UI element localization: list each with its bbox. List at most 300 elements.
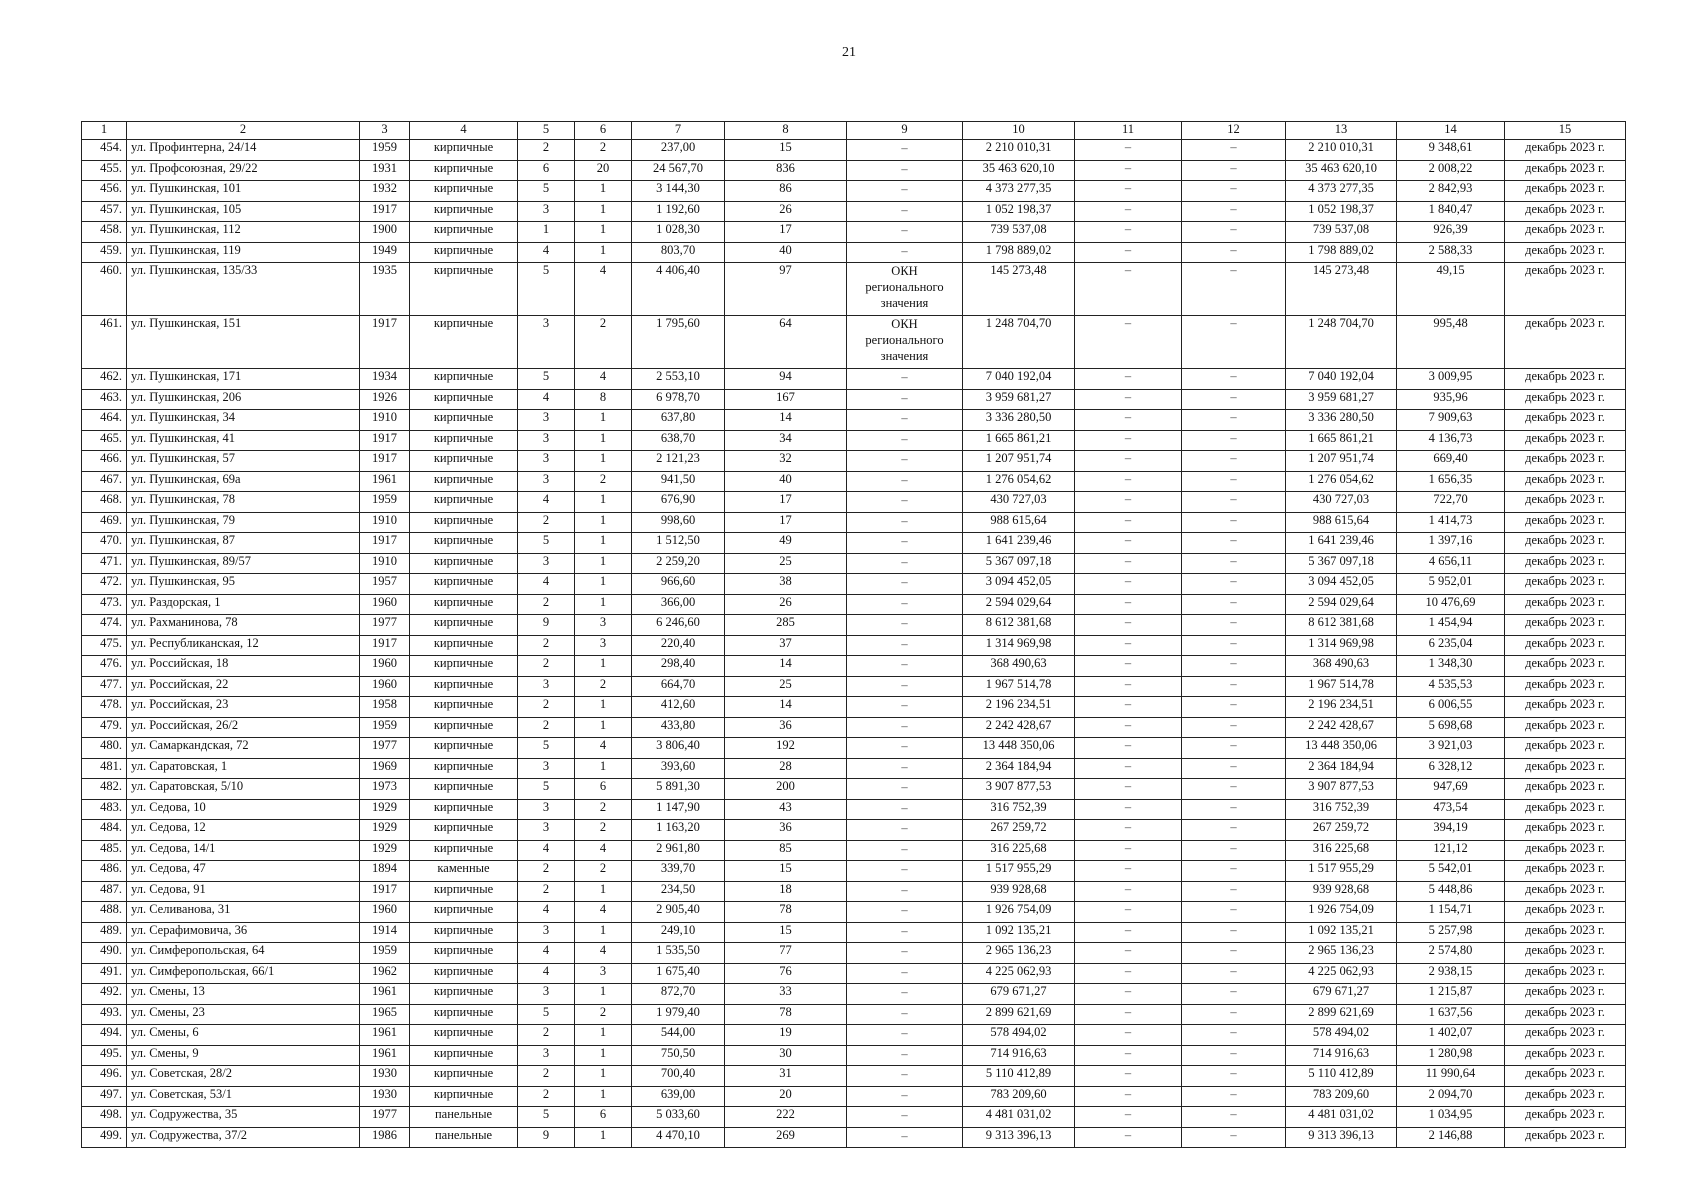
year-built-cell: 1959 xyxy=(360,717,410,738)
residents-cell: 25 xyxy=(725,676,847,697)
row-number-cell: 469. xyxy=(82,512,127,533)
table-row xyxy=(82,779,1626,800)
cost-col-12-cell: – xyxy=(1182,533,1286,554)
cost-col-11-cell: – xyxy=(1075,779,1182,800)
cost-per-sqm-cell: 2 588,33 xyxy=(1397,242,1505,263)
entrances-cell: 2 xyxy=(575,140,632,161)
heritage-status-cell: ОКН регионального значения xyxy=(847,316,963,369)
residents-cell: 43 xyxy=(725,799,847,820)
entrances-cell: 1 xyxy=(575,1025,632,1046)
table-row xyxy=(82,820,1626,841)
residents-cell: 14 xyxy=(725,656,847,677)
entrances-cell: 1 xyxy=(575,242,632,263)
address-cell: ул. Профсоюзная, 29/22 xyxy=(127,160,360,181)
heritage-status-cell: – xyxy=(847,471,963,492)
row-number-cell: 471. xyxy=(82,553,127,574)
table-row xyxy=(82,553,1626,574)
year-built-cell: 1977 xyxy=(360,615,410,636)
residents-cell: 97 xyxy=(725,263,847,316)
cost-col-11-cell: – xyxy=(1075,1127,1182,1148)
total-area-cell: 412,60 xyxy=(632,697,725,718)
cost-col-13-cell: 1 276 054,62 xyxy=(1286,471,1397,492)
column-header-1: 1 xyxy=(82,122,127,140)
heritage-status-cell: – xyxy=(847,574,963,595)
table-row xyxy=(82,181,1626,202)
deadline-cell: декабрь 2023 г. xyxy=(1505,922,1626,943)
floors-cell: 3 xyxy=(518,430,575,451)
row-number-cell: 491. xyxy=(82,963,127,984)
table-row xyxy=(82,222,1626,243)
address-cell: ул. Пушкинская, 112 xyxy=(127,222,360,243)
column-header-13: 13 xyxy=(1286,122,1397,140)
address-cell: ул. Пушкинская, 87 xyxy=(127,533,360,554)
heritage-status-cell: – xyxy=(847,451,963,472)
address-cell: ул. Седова, 91 xyxy=(127,881,360,902)
total-area-cell: 2 121,23 xyxy=(632,451,725,472)
cost-col-13-cell: 3 336 280,50 xyxy=(1286,410,1397,431)
total-cost-cell: 988 615,64 xyxy=(963,512,1075,533)
row-number-cell: 473. xyxy=(82,594,127,615)
address-cell: ул. Смены, 6 xyxy=(127,1025,360,1046)
row-number-cell: 468. xyxy=(82,492,127,513)
wall-material-cell: кирпичные xyxy=(410,160,518,181)
residents-cell: 36 xyxy=(725,717,847,738)
heritage-status-cell: – xyxy=(847,1025,963,1046)
total-area-cell: 872,70 xyxy=(632,984,725,1005)
deadline-cell: декабрь 2023 г. xyxy=(1505,902,1626,923)
total-cost-cell: 5 110 412,89 xyxy=(963,1066,1075,1087)
heritage-status-cell: – xyxy=(847,758,963,779)
cost-col-12-cell: – xyxy=(1182,160,1286,181)
cost-per-sqm-cell: 995,48 xyxy=(1397,316,1505,369)
total-area-cell: 237,00 xyxy=(632,140,725,161)
cost-col-12-cell: – xyxy=(1182,201,1286,222)
heritage-status-cell: – xyxy=(847,676,963,697)
cost-col-13-cell: 1 314 969,98 xyxy=(1286,635,1397,656)
year-built-cell: 1960 xyxy=(360,656,410,677)
total-area-cell: 1 675,40 xyxy=(632,963,725,984)
table-row xyxy=(82,242,1626,263)
year-built-cell: 1917 xyxy=(360,881,410,902)
heritage-status-cell: – xyxy=(847,1066,963,1087)
cost-col-11-cell: – xyxy=(1075,242,1182,263)
total-area-cell: 24 567,70 xyxy=(632,160,725,181)
total-cost-cell: 1 276 054,62 xyxy=(963,471,1075,492)
table-row xyxy=(82,140,1626,161)
year-built-cell: 1932 xyxy=(360,181,410,202)
total-cost-cell: 2 364 184,94 xyxy=(963,758,1075,779)
residents-cell: 40 xyxy=(725,242,847,263)
entrances-cell: 20 xyxy=(575,160,632,181)
wall-material-cell: кирпичные xyxy=(410,533,518,554)
cost-per-sqm-cell: 5 257,98 xyxy=(1397,922,1505,943)
floors-cell: 5 xyxy=(518,1004,575,1025)
cost-col-11-cell: – xyxy=(1075,1086,1182,1107)
deadline-cell: декабрь 2023 г. xyxy=(1505,1004,1626,1025)
table-row xyxy=(82,1045,1626,1066)
deadline-cell: декабрь 2023 г. xyxy=(1505,492,1626,513)
table-row xyxy=(82,922,1626,943)
entrances-cell: 4 xyxy=(575,263,632,316)
total-area-cell: 1 795,60 xyxy=(632,316,725,369)
residents-cell: 26 xyxy=(725,594,847,615)
entrances-cell: 1 xyxy=(575,181,632,202)
floors-cell: 3 xyxy=(518,758,575,779)
total-cost-cell: 2 242 428,67 xyxy=(963,717,1075,738)
table-row xyxy=(82,861,1626,882)
cost-col-12-cell: – xyxy=(1182,922,1286,943)
deadline-cell: декабрь 2023 г. xyxy=(1505,574,1626,595)
heritage-status-cell: – xyxy=(847,140,963,161)
cost-col-12-cell: – xyxy=(1182,738,1286,759)
cost-col-12-cell: – xyxy=(1182,451,1286,472)
wall-material-cell: кирпичные xyxy=(410,697,518,718)
cost-col-12-cell: – xyxy=(1182,574,1286,595)
deadline-cell: декабрь 2023 г. xyxy=(1505,1107,1626,1128)
residents-cell: 30 xyxy=(725,1045,847,1066)
residents-cell: 32 xyxy=(725,451,847,472)
address-cell: ул. Советская, 28/2 xyxy=(127,1066,360,1087)
year-built-cell: 1910 xyxy=(360,512,410,533)
cost-col-13-cell: 430 727,03 xyxy=(1286,492,1397,513)
address-cell: ул. Седова, 14/1 xyxy=(127,840,360,861)
cost-col-12-cell: – xyxy=(1182,410,1286,431)
wall-material-cell: кирпичные xyxy=(410,492,518,513)
wall-material-cell: кирпичные xyxy=(410,389,518,410)
address-cell: ул. Пушкинская, 57 xyxy=(127,451,360,472)
deadline-cell: декабрь 2023 г. xyxy=(1505,738,1626,759)
residents-cell: 38 xyxy=(725,574,847,595)
total-cost-cell: 3 959 681,27 xyxy=(963,389,1075,410)
total-area-cell: 750,50 xyxy=(632,1045,725,1066)
entrances-cell: 1 xyxy=(575,697,632,718)
total-area-cell: 638,70 xyxy=(632,430,725,451)
heritage-status-cell: – xyxy=(847,820,963,841)
cost-col-13-cell: 1 665 861,21 xyxy=(1286,430,1397,451)
table-row xyxy=(82,676,1626,697)
cost-col-11-cell: – xyxy=(1075,1107,1182,1128)
row-number-cell: 465. xyxy=(82,430,127,451)
column-header-15: 15 xyxy=(1505,122,1626,140)
entrances-cell: 1 xyxy=(575,881,632,902)
total-area-cell: 3 806,40 xyxy=(632,738,725,759)
table-row xyxy=(82,410,1626,431)
cost-col-11-cell: – xyxy=(1075,181,1182,202)
table-row xyxy=(82,451,1626,472)
cost-col-12-cell: – xyxy=(1182,242,1286,263)
deadline-cell: декабрь 2023 г. xyxy=(1505,1086,1626,1107)
total-cost-cell: 13 448 350,06 xyxy=(963,738,1075,759)
heritage-status-cell: – xyxy=(847,1045,963,1066)
cost-col-11-cell: – xyxy=(1075,1004,1182,1025)
floors-cell: 5 xyxy=(518,779,575,800)
residents-cell: 49 xyxy=(725,533,847,554)
floors-cell: 5 xyxy=(518,738,575,759)
deadline-cell: декабрь 2023 г. xyxy=(1505,881,1626,902)
wall-material-cell: кирпичные xyxy=(410,943,518,964)
heritage-status-cell: – xyxy=(847,492,963,513)
wall-material-cell: кирпичные xyxy=(410,410,518,431)
cost-col-13-cell: 316 752,39 xyxy=(1286,799,1397,820)
wall-material-cell: кирпичные xyxy=(410,222,518,243)
cost-per-sqm-cell: 5 542,01 xyxy=(1397,861,1505,882)
row-number-cell: 496. xyxy=(82,1066,127,1087)
cost-col-11-cell: – xyxy=(1075,574,1182,595)
heritage-status-cell: ОКН регионального значения xyxy=(847,263,963,316)
cost-col-11-cell: – xyxy=(1075,963,1182,984)
residents-cell: 78 xyxy=(725,1004,847,1025)
deadline-cell: декабрь 2023 г. xyxy=(1505,1066,1626,1087)
residents-cell: 836 xyxy=(725,160,847,181)
residents-cell: 285 xyxy=(725,615,847,636)
heritage-status-cell: – xyxy=(847,533,963,554)
residents-cell: 17 xyxy=(725,512,847,533)
cost-col-13-cell: 1 967 514,78 xyxy=(1286,676,1397,697)
cost-per-sqm-cell: 4 656,11 xyxy=(1397,553,1505,574)
wall-material-cell: кирпичные xyxy=(410,553,518,574)
table-row xyxy=(82,574,1626,595)
cost-per-sqm-cell: 3 921,03 xyxy=(1397,738,1505,759)
total-cost-cell: 8 612 381,68 xyxy=(963,615,1075,636)
floors-cell: 4 xyxy=(518,943,575,964)
heritage-status-cell: – xyxy=(847,1107,963,1128)
address-cell: ул. Российская, 22 xyxy=(127,676,360,697)
deadline-cell: декабрь 2023 г. xyxy=(1505,1127,1626,1148)
cost-per-sqm-cell: 947,69 xyxy=(1397,779,1505,800)
total-cost-cell: 316 752,39 xyxy=(963,799,1075,820)
heritage-status-cell: – xyxy=(847,222,963,243)
heritage-status-cell: – xyxy=(847,1086,963,1107)
address-cell: ул. Российская, 23 xyxy=(127,697,360,718)
year-built-cell: 1977 xyxy=(360,1107,410,1128)
year-built-cell: 1949 xyxy=(360,242,410,263)
column-header-3: 3 xyxy=(360,122,410,140)
heritage-status-cell: – xyxy=(847,779,963,800)
total-cost-cell: 1 052 198,37 xyxy=(963,201,1075,222)
table-row xyxy=(82,471,1626,492)
table-row xyxy=(82,316,1626,369)
total-cost-cell: 783 209,60 xyxy=(963,1086,1075,1107)
address-cell: ул. Смены, 9 xyxy=(127,1045,360,1066)
table-row xyxy=(82,656,1626,677)
row-number-cell: 488. xyxy=(82,902,127,923)
deadline-cell: декабрь 2023 г. xyxy=(1505,840,1626,861)
total-area-cell: 1 192,60 xyxy=(632,201,725,222)
row-number-cell: 455. xyxy=(82,160,127,181)
cost-per-sqm-cell: 669,40 xyxy=(1397,451,1505,472)
cost-col-11-cell: – xyxy=(1075,492,1182,513)
total-area-cell: 5 033,60 xyxy=(632,1107,725,1128)
residents-cell: 77 xyxy=(725,943,847,964)
cost-col-12-cell: – xyxy=(1182,1025,1286,1046)
cost-col-12-cell: – xyxy=(1182,1045,1286,1066)
row-number-cell: 479. xyxy=(82,717,127,738)
heritage-status-cell: – xyxy=(847,430,963,451)
cost-col-13-cell: 4 373 277,35 xyxy=(1286,181,1397,202)
address-cell: ул. Советская, 53/1 xyxy=(127,1086,360,1107)
total-area-cell: 1 512,50 xyxy=(632,533,725,554)
total-cost-cell: 2 899 621,69 xyxy=(963,1004,1075,1025)
wall-material-cell: кирпичные xyxy=(410,369,518,390)
table-row xyxy=(82,492,1626,513)
table-row xyxy=(82,1127,1626,1148)
year-built-cell: 1973 xyxy=(360,779,410,800)
heritage-status-cell: – xyxy=(847,615,963,636)
cost-col-12-cell: – xyxy=(1182,1086,1286,1107)
table-row xyxy=(82,799,1626,820)
cost-per-sqm-cell: 9 348,61 xyxy=(1397,140,1505,161)
total-area-cell: 639,00 xyxy=(632,1086,725,1107)
heritage-status-cell: – xyxy=(847,1127,963,1148)
total-area-cell: 298,40 xyxy=(632,656,725,677)
residents-cell: 25 xyxy=(725,553,847,574)
row-number-cell: 467. xyxy=(82,471,127,492)
table-row xyxy=(82,263,1626,316)
wall-material-cell: кирпичные xyxy=(410,984,518,1005)
year-built-cell: 1929 xyxy=(360,840,410,861)
total-cost-cell: 35 463 620,10 xyxy=(963,160,1075,181)
heritage-status-cell: – xyxy=(847,943,963,964)
cost-col-11-cell: – xyxy=(1075,389,1182,410)
wall-material-cell: кирпичные xyxy=(410,1004,518,1025)
cost-col-12-cell: – xyxy=(1182,512,1286,533)
deadline-cell: декабрь 2023 г. xyxy=(1505,410,1626,431)
total-area-cell: 234,50 xyxy=(632,881,725,902)
year-built-cell: 1958 xyxy=(360,697,410,718)
cost-col-11-cell: – xyxy=(1075,676,1182,697)
residents-cell: 15 xyxy=(725,140,847,161)
total-cost-cell: 1 967 514,78 xyxy=(963,676,1075,697)
row-number-cell: 458. xyxy=(82,222,127,243)
cost-per-sqm-cell: 1 656,35 xyxy=(1397,471,1505,492)
residents-cell: 76 xyxy=(725,963,847,984)
column-header-12: 12 xyxy=(1182,122,1286,140)
wall-material-cell: панельные xyxy=(410,1127,518,1148)
row-number-cell: 499. xyxy=(82,1127,127,1148)
heritage-status-cell: – xyxy=(847,553,963,574)
year-built-cell: 1917 xyxy=(360,430,410,451)
wall-material-cell: кирпичные xyxy=(410,181,518,202)
floors-cell: 2 xyxy=(518,861,575,882)
cost-col-13-cell: 35 463 620,10 xyxy=(1286,160,1397,181)
total-area-cell: 1 535,50 xyxy=(632,943,725,964)
cost-col-11-cell: – xyxy=(1075,222,1182,243)
entrances-cell: 3 xyxy=(575,635,632,656)
table-row xyxy=(82,717,1626,738)
year-built-cell: 1894 xyxy=(360,861,410,882)
year-built-cell: 1961 xyxy=(360,471,410,492)
deadline-cell: декабрь 2023 г. xyxy=(1505,369,1626,390)
residents-cell: 15 xyxy=(725,922,847,943)
floors-cell: 3 xyxy=(518,820,575,841)
total-area-cell: 2 905,40 xyxy=(632,902,725,923)
residents-cell: 34 xyxy=(725,430,847,451)
cost-col-11-cell: – xyxy=(1075,201,1182,222)
entrances-cell: 1 xyxy=(575,1086,632,1107)
residents-cell: 28 xyxy=(725,758,847,779)
floors-cell: 3 xyxy=(518,984,575,1005)
floors-cell: 3 xyxy=(518,1045,575,1066)
deadline-cell: декабрь 2023 г. xyxy=(1505,201,1626,222)
cost-col-12-cell: – xyxy=(1182,820,1286,841)
cost-col-11-cell: – xyxy=(1075,902,1182,923)
table-row xyxy=(82,1066,1626,1087)
address-cell: ул. Пушкинская, 171 xyxy=(127,369,360,390)
cost-col-13-cell: 2 196 234,51 xyxy=(1286,697,1397,718)
cost-col-12-cell: – xyxy=(1182,697,1286,718)
total-cost-cell: 4 481 031,02 xyxy=(963,1107,1075,1128)
deadline-cell: декабрь 2023 г. xyxy=(1505,635,1626,656)
wall-material-cell: кирпичные xyxy=(410,263,518,316)
column-header-11: 11 xyxy=(1075,122,1182,140)
wall-material-cell: кирпичные xyxy=(410,615,518,636)
total-area-cell: 1 147,90 xyxy=(632,799,725,820)
row-number-cell: 493. xyxy=(82,1004,127,1025)
cost-col-13-cell: 939 928,68 xyxy=(1286,881,1397,902)
wall-material-cell: кирпичные xyxy=(410,1045,518,1066)
table-row xyxy=(82,1004,1626,1025)
row-number-cell: 484. xyxy=(82,820,127,841)
entrances-cell: 2 xyxy=(575,676,632,697)
cost-col-12-cell: – xyxy=(1182,656,1286,677)
total-area-cell: 544,00 xyxy=(632,1025,725,1046)
year-built-cell: 1961 xyxy=(360,1025,410,1046)
cost-col-12-cell: – xyxy=(1182,779,1286,800)
table-row xyxy=(82,594,1626,615)
year-built-cell: 1960 xyxy=(360,594,410,615)
heritage-status-cell: – xyxy=(847,861,963,882)
total-cost-cell: 4 373 277,35 xyxy=(963,181,1075,202)
cost-per-sqm-cell: 1 397,16 xyxy=(1397,533,1505,554)
total-area-cell: 6 246,60 xyxy=(632,615,725,636)
cost-col-11-cell: – xyxy=(1075,533,1182,554)
deadline-cell: декабрь 2023 г. xyxy=(1505,697,1626,718)
year-built-cell: 1959 xyxy=(360,140,410,161)
address-cell: ул. Пушкинская, 105 xyxy=(127,201,360,222)
entrances-cell: 1 xyxy=(575,430,632,451)
year-built-cell: 1977 xyxy=(360,738,410,759)
cost-col-13-cell: 5 367 097,18 xyxy=(1286,553,1397,574)
cost-col-13-cell: 578 494,02 xyxy=(1286,1025,1397,1046)
cost-col-12-cell: – xyxy=(1182,492,1286,513)
year-built-cell: 1917 xyxy=(360,635,410,656)
total-cost-cell: 430 727,03 xyxy=(963,492,1075,513)
cost-col-13-cell: 5 110 412,89 xyxy=(1286,1066,1397,1087)
total-area-cell: 3 144,30 xyxy=(632,181,725,202)
entrances-cell: 1 xyxy=(575,492,632,513)
address-cell: ул. Пушкинская, 151 xyxy=(127,316,360,369)
floors-cell: 3 xyxy=(518,676,575,697)
cost-col-13-cell: 7 040 192,04 xyxy=(1286,369,1397,390)
floors-cell: 5 xyxy=(518,1107,575,1128)
cost-col-13-cell: 2 594 029,64 xyxy=(1286,594,1397,615)
cost-per-sqm-cell: 394,19 xyxy=(1397,820,1505,841)
row-number-cell: 494. xyxy=(82,1025,127,1046)
cost-col-11-cell: – xyxy=(1075,758,1182,779)
cost-col-13-cell: 1 517 955,29 xyxy=(1286,861,1397,882)
total-area-cell: 366,00 xyxy=(632,594,725,615)
total-cost-cell: 679 671,27 xyxy=(963,984,1075,1005)
row-number-cell: 487. xyxy=(82,881,127,902)
total-area-cell: 2 553,10 xyxy=(632,369,725,390)
cost-col-13-cell: 13 448 350,06 xyxy=(1286,738,1397,759)
heritage-status-cell: – xyxy=(847,799,963,820)
address-cell: ул. Содружества, 35 xyxy=(127,1107,360,1128)
residents-cell: 94 xyxy=(725,369,847,390)
entrances-cell: 4 xyxy=(575,902,632,923)
heritage-status-cell: – xyxy=(847,410,963,431)
cost-col-13-cell: 3 094 452,05 xyxy=(1286,574,1397,595)
